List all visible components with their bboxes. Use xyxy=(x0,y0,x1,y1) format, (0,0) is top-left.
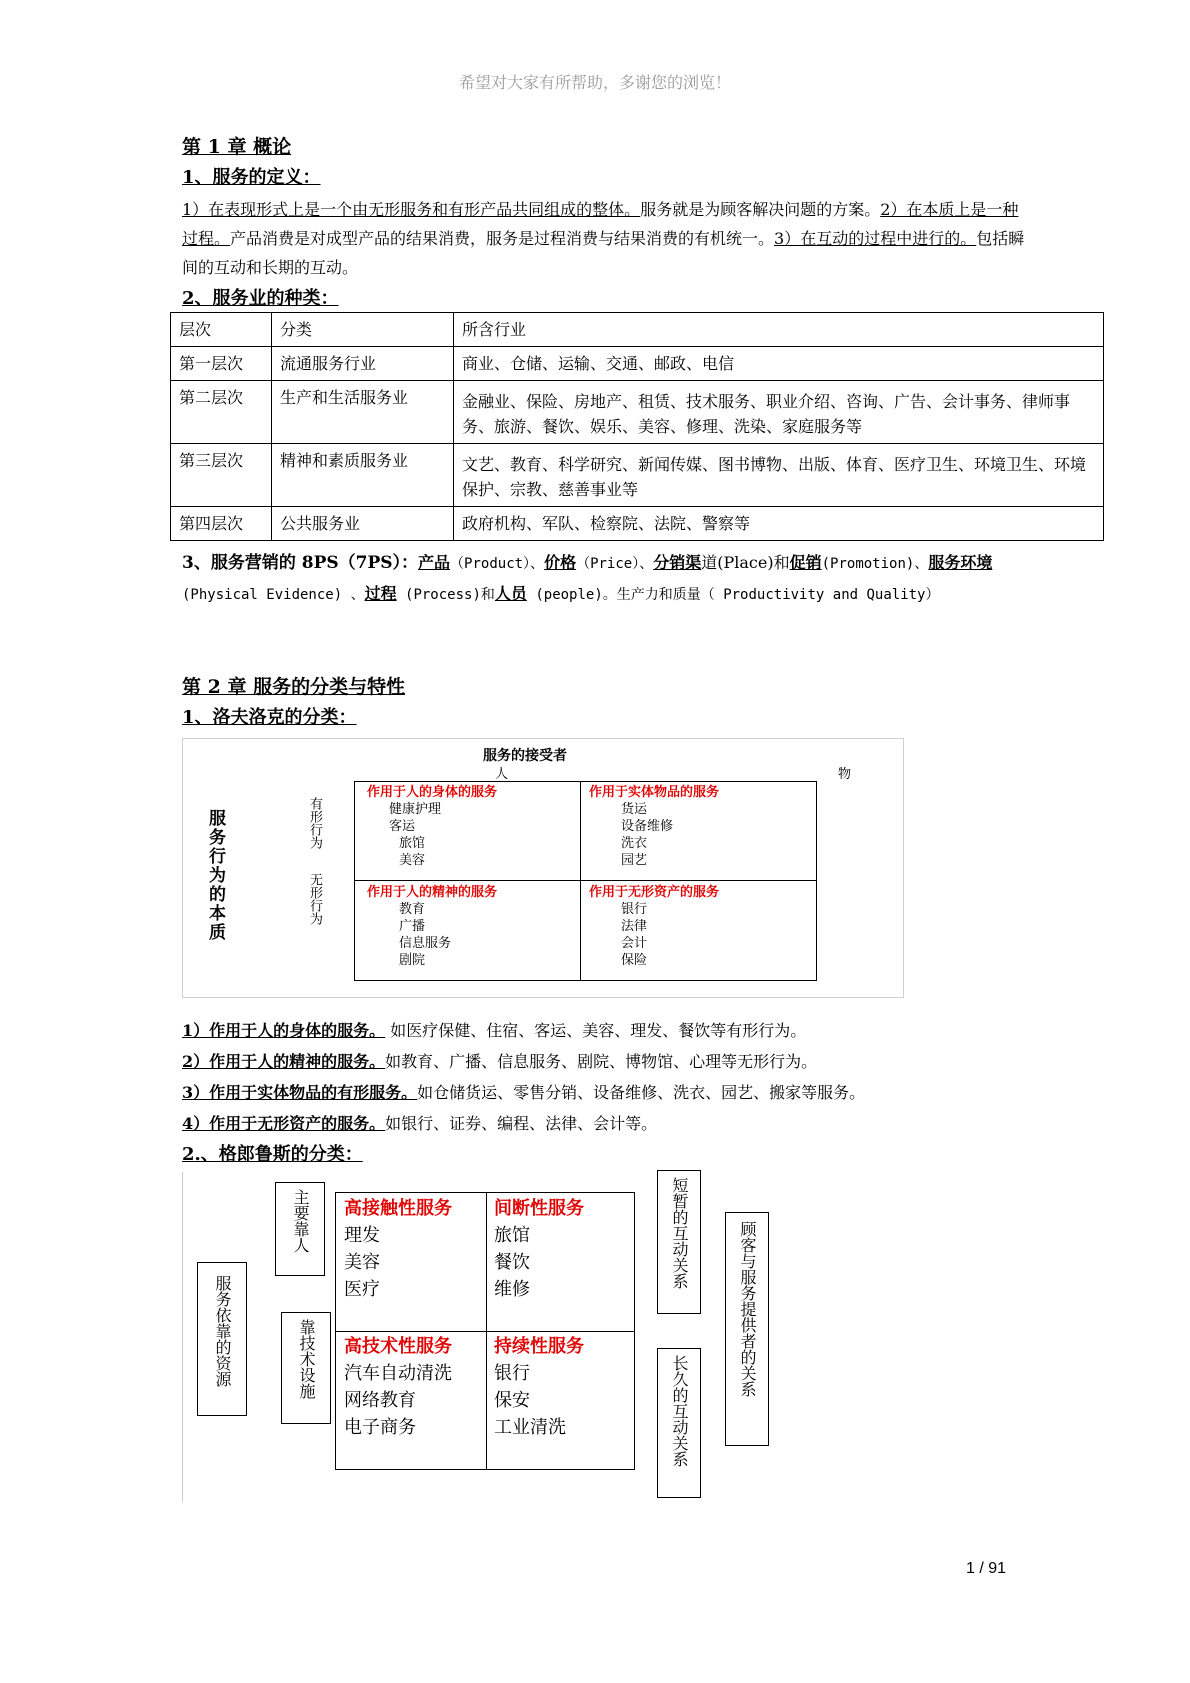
quadrant-item: 教育 xyxy=(399,902,426,917)
relation-label-box xyxy=(725,1212,769,1446)
8ps-product: 产品 xyxy=(418,553,451,572)
def-text-2: 产品消费是对成型产品的结果消费，服务是过程消费与结果消费的有机统一。 xyxy=(230,229,775,248)
quadrant-item: 信息服务 xyxy=(399,936,452,951)
quadrant-title: 高接触性服务 xyxy=(344,1198,452,1219)
table-header-cell: 分类 xyxy=(272,313,454,347)
quadrant-item: 客运 xyxy=(389,819,416,834)
table-cell: 生产和生活服务业 xyxy=(272,381,454,444)
quadrant-item: 维修 xyxy=(494,1279,530,1300)
list-item-label: 3）作用于实体物品的有形服务。 xyxy=(182,1083,418,1102)
8ps-promotion-en: (Promotion)、 xyxy=(821,556,929,572)
8ps-price: 价格 xyxy=(544,553,577,572)
quadrant-item: 园艺 xyxy=(621,853,648,868)
list-item xyxy=(182,1080,865,1103)
grid-vline xyxy=(580,782,581,980)
quadrant-intangible-assets xyxy=(589,884,809,969)
quadrant-item: 保险 xyxy=(621,953,648,968)
table-cell: 第一层次 xyxy=(171,347,272,381)
def-point-2: 2）在本质上是一种过程。 xyxy=(182,200,1019,248)
table-row xyxy=(171,381,1104,444)
list-item xyxy=(182,1018,806,1041)
resource-label: 服务依靠的资源 xyxy=(213,1275,232,1387)
quadrant-continuous xyxy=(494,1333,584,1441)
lovelock-matrix-figure xyxy=(182,738,904,998)
def-point-1: 1）在表现形式上是一个由无形服务和有形产品共同组成的整体。 xyxy=(182,200,641,219)
service-industry-table xyxy=(170,312,1104,541)
quadrant-item: 会计 xyxy=(621,936,648,951)
quadrant-item: 剧院 xyxy=(399,953,426,968)
row-tangible-label: 有形行为 xyxy=(307,797,322,849)
8ps-people-en: (people)。生产力和质量（ Productivity and Quality） xyxy=(526,587,940,603)
quadrant-item: 旅馆 xyxy=(399,836,426,851)
quadrant-item: 餐饮 xyxy=(494,1252,530,1273)
list-item-label: 4）作用于无形资产的服务。 xyxy=(182,1114,386,1133)
table-header-cell: 层次 xyxy=(171,313,272,347)
quadrant-item: 法律 xyxy=(621,919,648,934)
8ps-place-tail: 道(Place)和 xyxy=(701,553,790,572)
quadrant-item: 银行 xyxy=(494,1363,530,1384)
quadrant-item: 电子商务 xyxy=(344,1417,416,1438)
quadrant-high-contact xyxy=(344,1195,452,1303)
quadrant-item: 保安 xyxy=(494,1390,530,1411)
table-row xyxy=(171,444,1104,507)
quadrant-intermittent xyxy=(494,1195,584,1303)
quadrant-item: 工业清洗 xyxy=(494,1417,566,1438)
list-item-text: 如银行、证券、编程、法律、会计等。 xyxy=(385,1114,658,1133)
gronroos-figure xyxy=(182,1172,787,1502)
gronroos-grid xyxy=(335,1192,635,1470)
quadrant-title: 作用于无形资产的服务 xyxy=(589,885,720,900)
section-definition-title: 1、服务的定义： xyxy=(182,167,321,188)
quadrant-high-tech xyxy=(344,1333,452,1441)
table-cell: 流通服务行业 xyxy=(272,347,454,381)
short-relation-label: 短暂的互动关系 xyxy=(670,1177,689,1289)
8ps-process: 过程 xyxy=(364,584,397,603)
quadrant-item: 汽车自动清洗 xyxy=(344,1363,452,1384)
tech-label-box xyxy=(281,1312,331,1424)
8ps-environment-en: (Physical Evidence) 、 xyxy=(182,587,365,603)
8ps-process-en: (Process)和 xyxy=(396,587,495,603)
table-cell: 商业、仓储、运输、交通、邮政、电信 xyxy=(454,347,1104,381)
tech-label: 靠技术设施 xyxy=(297,1319,316,1399)
col-thing-label: 物 xyxy=(838,767,852,782)
table-cell: 公共服务业 xyxy=(272,507,454,541)
quadrant-item: 健康护理 xyxy=(389,802,442,817)
8ps-product-en: （Product）、 xyxy=(450,556,545,572)
section-gronroos-title: 2.、格郎鲁斯的分类： xyxy=(182,1144,363,1165)
quadrant-title: 作用于人的精神的服务 xyxy=(367,885,498,900)
list-item xyxy=(182,1049,817,1072)
section-lovelock-title: 1、洛夫洛克的分类： xyxy=(182,707,357,728)
list-item-text: 如仓储货运、零售分销、设备维修、洗衣、园艺、搬家等服务。 xyxy=(417,1083,866,1102)
table-row xyxy=(171,507,1104,541)
quadrant-item: 广播 xyxy=(399,919,426,934)
quadrant-title: 高技术性服务 xyxy=(344,1336,452,1357)
table-header-row xyxy=(171,313,1104,347)
8ps-promotion: 促销 xyxy=(789,553,822,572)
def-point-3: 3）在互动的过程中进行的。 xyxy=(774,229,977,248)
8ps-paragraph xyxy=(182,548,1030,610)
figure-receiver-title: 服务的接受者 xyxy=(483,748,567,764)
quadrant-mind-services xyxy=(367,884,572,969)
definition-paragraph xyxy=(182,195,1030,282)
long-relation-label: 长久的互动关系 xyxy=(670,1355,689,1467)
col-person-label: 人 xyxy=(495,767,509,782)
quadrant-item: 美容 xyxy=(399,853,426,868)
list-item-text: 如教育、广播、信息服务、剧院、博物馆、心理等无形行为。 xyxy=(385,1052,818,1071)
table-cell: 金融业、保险、房地产、租赁、技术服务、职业介绍、咨询、广告、会计事务、律师事务、旅游、餐饮、娱乐、美容、修理、洗染、家庭服务等 xyxy=(454,381,1104,444)
table-header-cell: 所含行业 xyxy=(454,313,1104,347)
long-relation-box xyxy=(657,1348,701,1498)
resource-label-box xyxy=(197,1262,247,1416)
8ps-title: 3、服务营销的 8PS（7PS）： xyxy=(182,553,419,573)
quadrant-body-services xyxy=(367,784,572,869)
quadrant-title: 持续性服务 xyxy=(494,1336,584,1357)
table-cell: 第四层次 xyxy=(171,507,272,541)
short-relation-box xyxy=(657,1170,701,1314)
quadrant-item: 理发 xyxy=(344,1225,380,1246)
table-row xyxy=(171,347,1104,381)
8ps-people: 人员 xyxy=(494,584,527,603)
table-cell: 政府机构、军队、检察院、法院、警察等 xyxy=(454,507,1104,541)
header-note: 希望对大家有所帮助，多谢您的浏览！ xyxy=(458,73,731,92)
quadrant-item: 货运 xyxy=(621,802,648,817)
8ps-price-en: （Price）、 xyxy=(576,556,654,572)
def-text-3: 包括瞬间的互动和长期的互动。 xyxy=(182,229,1025,277)
table-cell: 文艺、教育、科学研究、新闻传媒、图书博物、出版、体育、医疗卫生、环境卫生、环境保护、宗教、慈善事业等 xyxy=(454,444,1104,507)
quadrant-physical-goods xyxy=(589,784,809,869)
chapter-1-title: 第 1 章 概论 xyxy=(182,136,292,158)
section-types-title: 2、服务业的种类： xyxy=(182,288,339,309)
table-cell: 第二层次 xyxy=(171,381,272,444)
def-text-1: 服务就是为顾客解决问题的方案。 xyxy=(640,200,881,219)
chapter-2-title: 第 2 章 服务的分类与特性 xyxy=(182,676,406,698)
quadrant-item: 洗衣 xyxy=(621,836,648,851)
quadrant-item: 银行 xyxy=(621,902,648,917)
8ps-environment: 服务环境 xyxy=(928,553,993,572)
lovelock-grid xyxy=(354,781,817,981)
list-item-label: 2）作用于人的精神的服务。 xyxy=(182,1052,386,1071)
8ps-place: 分销渠 xyxy=(653,553,702,572)
table-cell: 精神和素质服务业 xyxy=(272,444,454,507)
list-item-label: 1）作用于人的身体的服务。 xyxy=(182,1021,386,1040)
people-label: 主要靠人 xyxy=(291,1189,310,1253)
list-item-text: 如医疗保健、住宿、客运、美容、理发、餐饮等有形行为。 xyxy=(385,1021,807,1040)
quadrant-item: 网络教育 xyxy=(344,1390,416,1411)
row-nature-label: 服务行为的本质 xyxy=(205,809,225,942)
quadrant-item: 医疗 xyxy=(344,1279,380,1300)
table-cell: 第三层次 xyxy=(171,444,272,507)
list-item xyxy=(182,1111,657,1134)
quadrant-item: 设备维修 xyxy=(621,819,674,834)
grid-hline xyxy=(355,880,816,881)
quadrant-item: 美容 xyxy=(344,1252,380,1273)
grid-hline xyxy=(336,1331,634,1332)
row-intangible-label: 无形行为 xyxy=(307,873,322,925)
relation-label: 顾客与服务提供者的关系 xyxy=(738,1221,757,1397)
people-label-box xyxy=(275,1182,325,1276)
quadrant-item: 旅馆 xyxy=(494,1225,530,1246)
quadrant-title: 作用于实体物品的服务 xyxy=(589,785,720,800)
page-number: 1 / 91 xyxy=(966,1560,1007,1577)
quadrant-title: 间断性服务 xyxy=(494,1198,584,1219)
quadrant-title: 作用于人的身体的服务 xyxy=(367,785,498,800)
